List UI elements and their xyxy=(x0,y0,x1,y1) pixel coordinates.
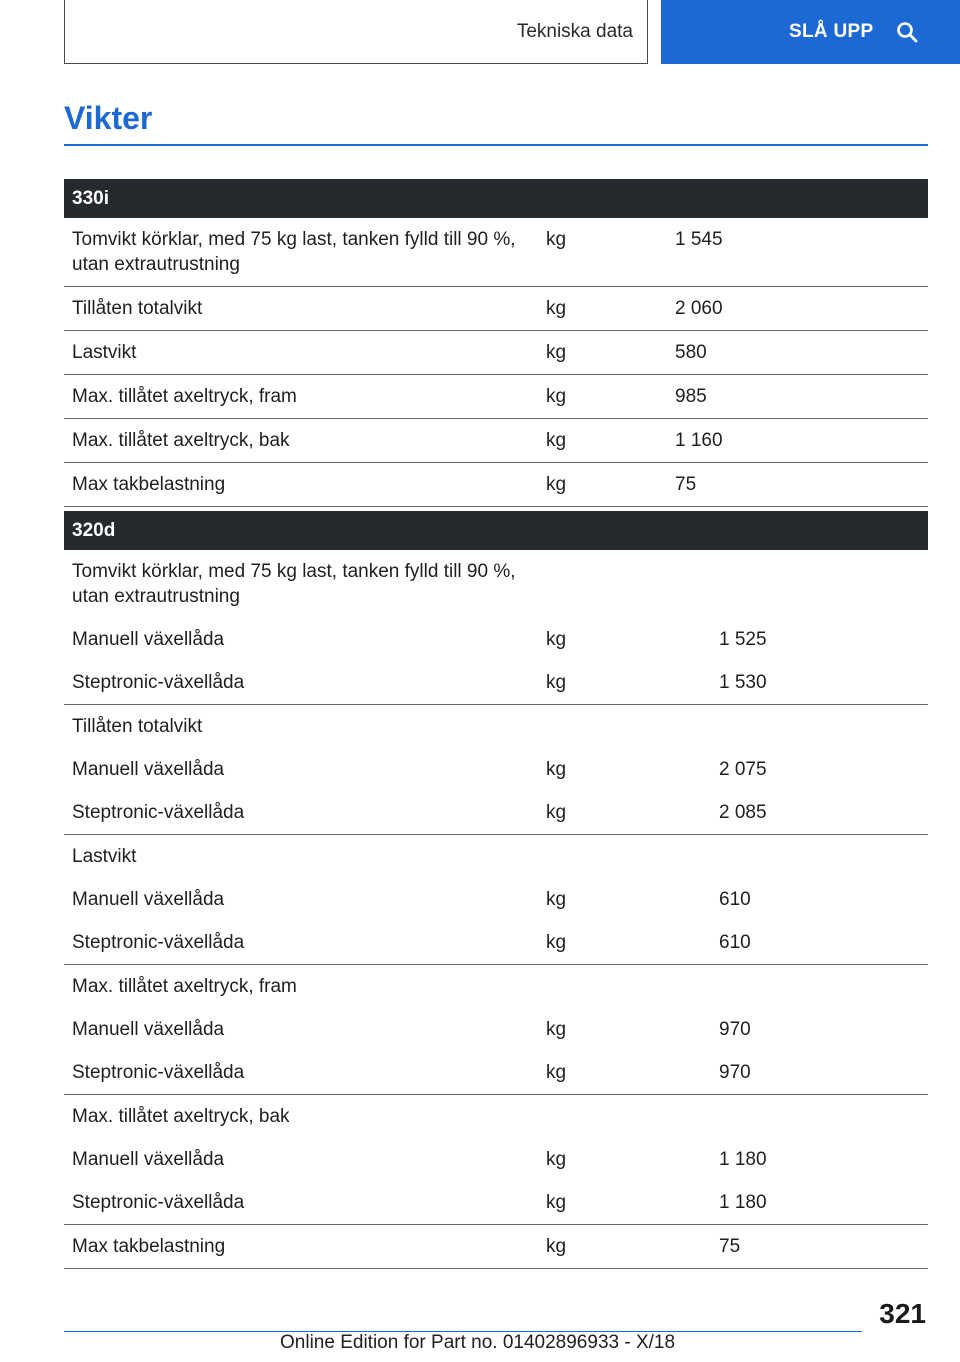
row-unit: kg xyxy=(546,629,567,650)
table-320d xyxy=(64,511,928,1269)
row-value: 970 xyxy=(711,1051,928,1095)
table-row xyxy=(64,748,928,791)
row-label: Manuell växellåda xyxy=(72,1019,225,1040)
row-value: 1 180 xyxy=(719,1149,767,1170)
row-value: 1 160 xyxy=(667,419,928,463)
table-row xyxy=(64,1095,928,1139)
table-row xyxy=(64,835,928,879)
row-unit: kg xyxy=(538,661,711,705)
row-label: Steptronic-växellåda xyxy=(64,791,538,835)
row-unit xyxy=(538,1095,711,1139)
row-unit: kg xyxy=(538,1181,711,1225)
row-unit xyxy=(538,965,711,1009)
table-row xyxy=(64,618,928,661)
row-label: Max. tillåtet axeltryck, bak xyxy=(72,1106,290,1127)
row-label: Tillåten totalvikt xyxy=(72,716,203,737)
row-label: Tillåten totalvikt xyxy=(64,287,538,331)
table-row xyxy=(64,1051,928,1095)
row-value xyxy=(711,835,928,879)
model-label: 330i xyxy=(64,179,928,218)
page-title: Vikter xyxy=(64,100,153,136)
row-value xyxy=(711,705,928,749)
row-unit: kg xyxy=(546,759,567,780)
table-row xyxy=(64,1181,928,1225)
row-value: 1 545 xyxy=(667,218,928,287)
row-label: Steptronic-växellåda xyxy=(64,1181,538,1225)
row-label: Steptronic-växellåda xyxy=(64,661,538,705)
row-label: Manuell växellåda xyxy=(72,759,225,780)
row-label: Max. tillåtet axeltryck, bak xyxy=(64,419,538,463)
row-value: 970 xyxy=(719,1019,751,1040)
row-value: 610 xyxy=(711,921,928,965)
row-unit: kg xyxy=(538,1051,711,1095)
table-row xyxy=(64,661,928,705)
table-330i xyxy=(64,179,928,507)
table-row xyxy=(64,218,928,287)
row-label: Manuell växellåda xyxy=(72,1149,225,1170)
row-unit: kg xyxy=(546,889,567,910)
table-row xyxy=(64,1008,928,1051)
row-value: 1 530 xyxy=(711,661,928,705)
row-unit: kg xyxy=(538,921,711,965)
table-row xyxy=(64,550,928,618)
table-row xyxy=(64,419,928,463)
row-unit: kg xyxy=(546,1149,567,1170)
table-row xyxy=(64,463,928,507)
row-value: 580 xyxy=(667,331,928,375)
search-button[interactable] xyxy=(661,0,960,64)
row-unit: kg xyxy=(538,331,667,375)
row-label: Lastvikt xyxy=(72,846,137,867)
table-row xyxy=(64,705,928,749)
table-row xyxy=(64,287,928,331)
row-unit: kg xyxy=(538,287,667,331)
row-unit: kg xyxy=(546,1019,567,1040)
row-label: Steptronic-växellåda xyxy=(64,1051,538,1095)
search-icon xyxy=(895,20,919,44)
table-header xyxy=(64,511,928,550)
row-label: Manuell växellåda xyxy=(72,889,225,910)
row-label: Max takbelastning xyxy=(64,463,538,507)
row-label: Steptronic-växellåda xyxy=(64,921,538,965)
row-unit xyxy=(538,705,711,749)
page-number: 321 xyxy=(879,1298,926,1329)
model-label: 320d xyxy=(64,511,928,550)
table-row xyxy=(64,965,928,1009)
table-row xyxy=(64,791,928,835)
row-unit xyxy=(538,550,711,618)
row-label: Tomvikt körklar, med 75 kg last, tanken fylld till 90 %, utan extrautrustning xyxy=(64,218,538,287)
table-header xyxy=(64,179,928,218)
row-label: Lastvikt xyxy=(64,331,538,375)
section-tab-label: Tekniska data xyxy=(516,20,633,42)
row-value xyxy=(711,550,928,618)
edition-footer: Online Edition for Part no. 01402896933 - X/18 xyxy=(280,1332,676,1353)
row-value: 2 075 xyxy=(719,759,767,780)
table-row xyxy=(64,331,928,375)
table-row xyxy=(64,1225,928,1269)
row-value: 75 xyxy=(711,1225,928,1269)
row-unit: kg xyxy=(538,463,667,507)
row-label: Manuell växellåda xyxy=(72,629,225,650)
row-value xyxy=(711,965,928,1009)
title-divider xyxy=(64,144,928,146)
row-value: 1 525 xyxy=(719,629,767,650)
row-unit: kg xyxy=(538,218,667,287)
row-unit: kg xyxy=(538,791,711,835)
row-value: 75 xyxy=(667,463,928,507)
row-value: 1 180 xyxy=(711,1181,928,1225)
row-value: 610 xyxy=(719,889,751,910)
search-button-label: SLÅ UPP xyxy=(789,21,874,42)
table-row xyxy=(64,878,928,921)
row-unit: kg xyxy=(538,419,667,463)
table-row xyxy=(64,921,928,965)
row-unit xyxy=(538,835,711,879)
row-label: Max takbelastning xyxy=(64,1225,538,1269)
section-tab[interactable] xyxy=(64,0,648,64)
row-unit: kg xyxy=(538,375,667,419)
row-label: Max. tillåtet axeltryck, fram xyxy=(64,375,538,419)
row-value: 2 060 xyxy=(667,287,928,331)
row-value: 2 085 xyxy=(711,791,928,835)
row-unit: kg xyxy=(538,1225,711,1269)
row-value: 985 xyxy=(667,375,928,419)
row-label: Max. tillåtet axeltryck, fram xyxy=(72,976,297,997)
row-value xyxy=(711,1095,928,1139)
table-row xyxy=(64,375,928,419)
row-label: Tomvikt körklar, med 75 kg last, tanken fylld till 90 %, utan extrautrustning xyxy=(72,561,516,607)
table-row xyxy=(64,1138,928,1181)
